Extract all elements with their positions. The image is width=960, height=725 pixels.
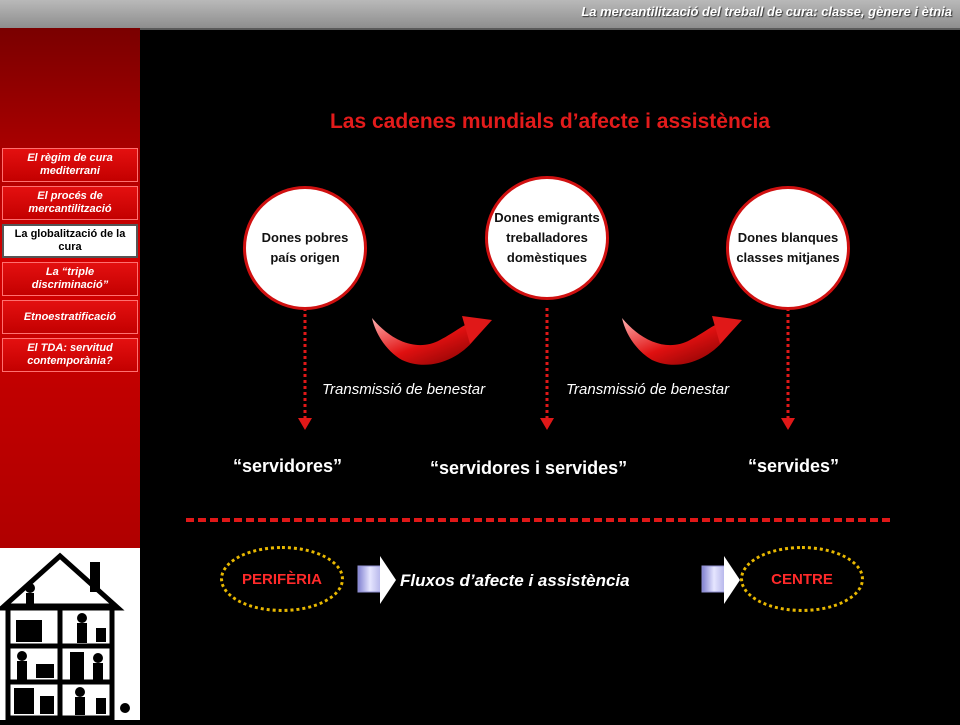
role-servidores-servides: “servidores i servides” [430, 458, 628, 478]
oval-periferia: PERIFÈRIA [220, 546, 344, 612]
oval-centre: CENTRE [740, 546, 864, 612]
role-servidores: “servidores” [233, 456, 343, 476]
curved-arrow-left-icon [372, 316, 492, 365]
flow-arrow-right-icon [702, 556, 740, 604]
sidebar-item-globalitzacio[interactable]: La globalització de la cura [2, 224, 138, 258]
flows-label: Fluxos d’afecte i assistència [400, 571, 630, 590]
circle-dones-pobres: Dones pobres país origen [243, 186, 367, 310]
role-servides: “servides” [748, 456, 840, 476]
circle-dones-emigrants: Dones emigrants treballadores domèstiques [485, 176, 609, 300]
transmission-label-left: Transmissió de benestar [322, 381, 486, 398]
dotted-arrow-middle [540, 308, 554, 430]
presentation-title: La mercantilització del treball de cura: classe, gènere i ètnia [581, 4, 952, 19]
sidebar-item-etnoestratificacio[interactable]: Etnoestratificació [2, 300, 138, 334]
circle-dones-blanques: Dones blanques classes mitjanes [726, 186, 850, 310]
dotted-arrow-right [781, 308, 795, 430]
dotted-arrow-left [298, 308, 312, 430]
curved-arrow-right-icon [622, 316, 742, 365]
slide-title: Las cadenes mundials d’afecte i assistència [329, 110, 771, 133]
transmission-label-right: Transmissió de benestar [566, 381, 730, 398]
sidebar-item-tda-servitud[interactable]: El TDA: servitud contemporània? [2, 338, 138, 372]
sidebar-item-regim-cura[interactable]: El règim de cura mediterrani [2, 148, 138, 182]
flow-arrow-left-icon [358, 556, 396, 604]
dashed-divider [186, 518, 890, 522]
sidebar-item-triple-discriminacio[interactable]: La “triple discriminació” [2, 262, 138, 296]
sidebar-item-proces-mercantilitzacio[interactable]: El procés de mercantilització [2, 186, 138, 220]
